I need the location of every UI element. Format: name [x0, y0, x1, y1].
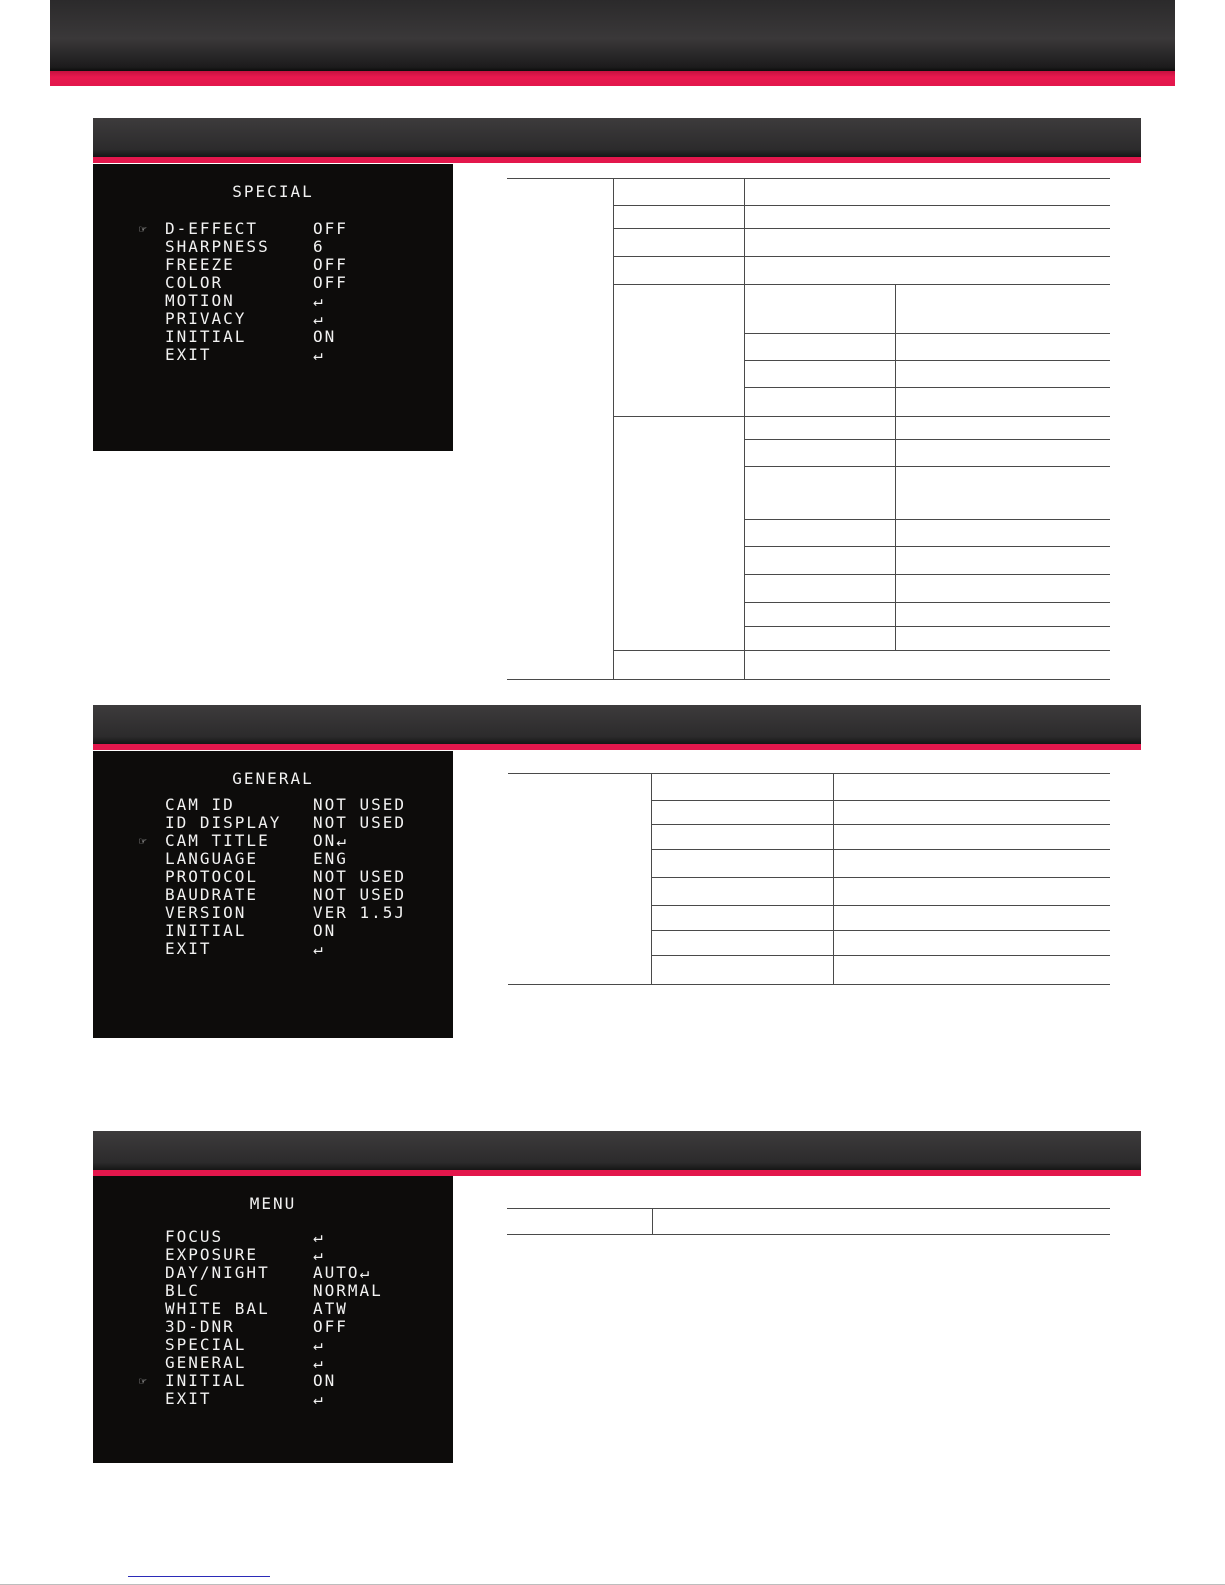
osd-value: NOT USED	[313, 885, 407, 904]
table-divider	[652, 1208, 653, 1234]
section-bar-special	[93, 118, 1141, 163]
osd-label: FOCUS	[165, 1227, 224, 1246]
table-rule	[652, 955, 1110, 956]
page-header-banner	[50, 0, 1175, 86]
osd-row-sharpness	[93, 238, 453, 256]
table-rule	[745, 574, 1110, 575]
osd-row-focus	[93, 1228, 453, 1246]
osd-value: ON	[313, 327, 337, 346]
osd-row-initial	[93, 328, 453, 346]
enter-icon: ↵	[313, 939, 325, 958]
osd-label: MOTION	[165, 291, 235, 310]
osd-row-d-effect	[93, 220, 453, 238]
table-rule	[745, 519, 1110, 520]
osd-value: ON↵	[313, 831, 348, 850]
osd-value: AUTO↵	[313, 1263, 372, 1282]
osd-label: BLC	[165, 1281, 200, 1300]
osd-value: ON	[313, 921, 337, 940]
table-rule	[652, 905, 1110, 906]
osd-row-initial	[93, 922, 453, 940]
table-rule	[507, 178, 1110, 179]
osd-row-cam-id	[93, 796, 453, 814]
table-rule	[614, 228, 1110, 229]
osd-value: OFF	[313, 273, 348, 292]
section-accent-stripe	[93, 157, 1141, 163]
osd-title: MENU	[249, 1194, 297, 1213]
osd-row-privacy	[93, 310, 453, 328]
osd-label: DAY/NIGHT	[165, 1263, 270, 1282]
table-rule	[614, 416, 1110, 417]
osd-row-exit	[93, 940, 453, 958]
table-rule	[614, 256, 1110, 257]
cursor-icon: ☞	[139, 834, 149, 848]
osd-value: OFF	[313, 219, 348, 238]
table-divider	[613, 178, 614, 679]
osd-row-id-display	[93, 814, 453, 832]
table-rule	[745, 626, 1110, 627]
osd-value: ENG	[313, 849, 348, 868]
osd-label: VERSION	[165, 903, 247, 922]
osd-value: NOT USED	[313, 795, 407, 814]
osd-label: CAM TITLE	[165, 831, 270, 850]
osd-value: OFF	[313, 1317, 348, 1336]
osd-row-white-bal	[93, 1300, 453, 1318]
table-divider	[895, 284, 896, 650]
osd-label: BAUDRATE	[165, 885, 259, 904]
osd-row-exit	[93, 1390, 453, 1408]
section-bar-general	[93, 705, 1141, 750]
osd-row-day-night	[93, 1264, 453, 1282]
enter-icon: ↵	[313, 1389, 325, 1408]
osd-row-blc	[93, 1282, 453, 1300]
table-rule	[614, 650, 1110, 651]
osd-row-exposure	[93, 1246, 453, 1264]
cursor-icon: ☞	[139, 222, 149, 236]
osd-row-3d-dnr	[93, 1318, 453, 1336]
table-rule	[652, 824, 1110, 825]
enter-icon: ↵	[313, 291, 325, 310]
header-accent-stripe	[50, 71, 1175, 86]
osd-label: FREEZE	[165, 255, 235, 274]
section-bar-menu	[93, 1131, 1141, 1176]
table-rule	[745, 602, 1110, 603]
special-osd-screen	[93, 164, 453, 451]
table-rule	[507, 1234, 1110, 1235]
osd-row-exit	[93, 346, 453, 364]
osd-row-cam-title	[93, 832, 453, 850]
table-rule	[745, 360, 1110, 361]
table-rule	[507, 1208, 1110, 1209]
osd-label: COLOR	[165, 273, 224, 292]
table-rule	[508, 773, 1110, 774]
section-accent-stripe	[93, 744, 1141, 750]
osd-label: LANGUAGE	[165, 849, 259, 868]
enter-icon: ↵	[313, 1245, 325, 1264]
osd-value: ON	[313, 1371, 337, 1390]
osd-label: PRIVACY	[165, 309, 247, 328]
osd-row-initial	[93, 1372, 453, 1390]
osd-value: NOT USED	[313, 813, 407, 832]
osd-value: NORMAL	[313, 1281, 383, 1300]
osd-value: VER 1.5J	[313, 903, 407, 922]
table-rule	[745, 333, 1110, 334]
enter-icon: ↵	[313, 1227, 325, 1246]
osd-label: INITIAL	[165, 327, 247, 346]
osd-label: PROTOCOL	[165, 867, 259, 886]
osd-row-baudrate	[93, 886, 453, 904]
table-divider	[744, 178, 745, 679]
general-osd-screen	[93, 751, 453, 1038]
osd-row-language	[93, 850, 453, 868]
table-rule	[745, 439, 1110, 440]
osd-row-protocol	[93, 868, 453, 886]
osd-value: OFF	[313, 255, 348, 274]
osd-row-color	[93, 274, 453, 292]
osd-value: ATW	[313, 1299, 348, 1318]
table-rule	[652, 800, 1110, 801]
table-rule	[508, 984, 1110, 985]
table-rule	[652, 877, 1110, 878]
osd-label: SHARPNESS	[165, 237, 270, 256]
enter-icon: ↵	[313, 1335, 325, 1354]
enter-icon: ↵	[313, 309, 325, 328]
osd-label: GENERAL	[165, 1353, 247, 1372]
table-rule	[614, 205, 1110, 206]
table-rule	[652, 930, 1110, 931]
osd-value: NOT USED	[313, 867, 407, 886]
table-rule	[507, 679, 1110, 680]
osd-label: INITIAL	[165, 1371, 247, 1390]
osd-label: EXIT	[165, 345, 212, 364]
table-rule	[745, 387, 1110, 388]
osd-row-special	[93, 1336, 453, 1354]
table-divider	[651, 773, 652, 984]
table-rule	[614, 284, 1110, 285]
osd-label: WHITE BAL	[165, 1299, 270, 1318]
osd-label: EXIT	[165, 939, 212, 958]
osd-label: D-EFFECT	[165, 219, 259, 238]
osd-label: CAM ID	[165, 795, 235, 814]
osd-title: SPECIAL	[232, 182, 314, 201]
osd-label: EXPOSURE	[165, 1245, 259, 1264]
main-menu-osd-screen	[93, 1176, 453, 1463]
table-rule	[652, 849, 1110, 850]
enter-icon: ↵	[313, 345, 325, 364]
osd-label: ID DISPLAY	[165, 813, 282, 832]
osd-title: GENERAL	[232, 769, 314, 788]
cursor-icon: ☞	[139, 1374, 149, 1388]
table-rule	[745, 466, 1110, 467]
footer-link-underline[interactable]	[128, 1576, 270, 1577]
enter-icon: ↵	[313, 1353, 325, 1372]
osd-row-general	[93, 1354, 453, 1372]
osd-row-version	[93, 904, 453, 922]
osd-label: EXIT	[165, 1389, 212, 1408]
osd-label: 3D-DNR	[165, 1317, 235, 1336]
osd-label: INITIAL	[165, 921, 247, 940]
osd-row-freeze	[93, 256, 453, 274]
osd-value: 6	[313, 237, 325, 256]
osd-row-motion	[93, 292, 453, 310]
table-rule	[745, 546, 1110, 547]
table-divider	[833, 773, 834, 984]
osd-label: SPECIAL	[165, 1335, 247, 1354]
